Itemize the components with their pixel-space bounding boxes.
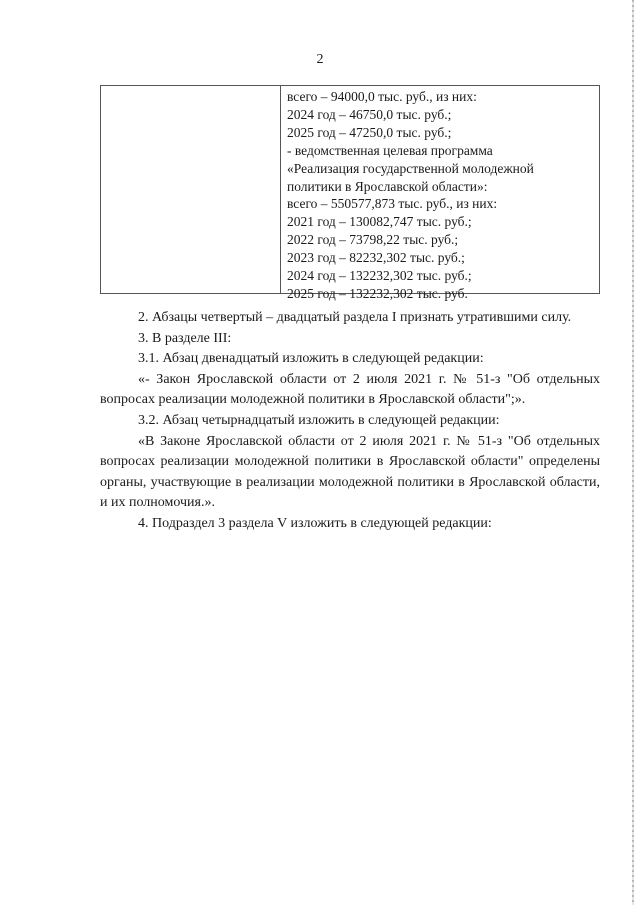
- table-line: «Реализация государственной молодежной: [287, 160, 534, 176]
- table-left-cell: [101, 86, 281, 293]
- paragraph-3-2: 3.2. Абзац четырнадцатый изложить в следующей редакции:: [138, 412, 500, 428]
- table-line: 2025 год – 47250,0 тыс. руб.;: [287, 124, 452, 140]
- continued-table: [100, 85, 600, 301]
- paragraph-3: 3. В разделе III:: [138, 330, 232, 346]
- scan-edge-mark: [632, 0, 634, 905]
- table-line: 2023 год – 82232,302 тыс. руб.;: [287, 250, 465, 266]
- table-line: 2022 год – 73798,22 тыс. руб.;: [287, 232, 459, 248]
- paragraph-4: 4. Подраздел 3 раздела V изложить в следующей редакции:: [138, 515, 492, 531]
- table-right-cell: [281, 86, 599, 301]
- document-body: [100, 308, 600, 535]
- table-line: политики в Ярославской области»:: [287, 178, 488, 194]
- table-line: 2021 год – 130082,747 тыс. руб.;: [287, 214, 472, 230]
- quoted-text-3-2: «В Законе Ярославской области от 2 июля 2021 г. № 51-з "Об отдельных вопросах реализации молодежной политики в Ярославской области" определены органы, участвующие в реализации молодежной политики в Ярославской области, и их полномочия.».: [100, 433, 600, 511]
- table-line: 2025 год – 132232,302 тыс. руб.: [287, 285, 468, 301]
- page-number: 2: [316, 52, 324, 67]
- table-line: всего – 94000,0 тыс. руб., из них:: [287, 89, 477, 104]
- table-line: 2024 год – 132232,302 тыс. руб.;: [287, 268, 472, 284]
- quoted-text-3-1: «- Закон Ярославской области от 2 июля 2021 г. № 51-з "Об отдельных вопросах реализации молодежной политики в Ярославской области";».: [100, 371, 600, 408]
- table-line: 2024 год – 46750,0 тыс. руб.;: [287, 106, 452, 122]
- table-line: - ведомственная целевая программа: [287, 142, 493, 158]
- table-line: всего – 550577,873 тыс. руб., из них:: [287, 196, 498, 212]
- paragraph-2: 2. Абзацы четвертый – двадцатый раздела I признать утратившими силу.: [138, 310, 572, 325]
- paragraph-3-1: 3.1. Абзац двенадцатый изложить в следующей редакции:: [138, 351, 484, 367]
